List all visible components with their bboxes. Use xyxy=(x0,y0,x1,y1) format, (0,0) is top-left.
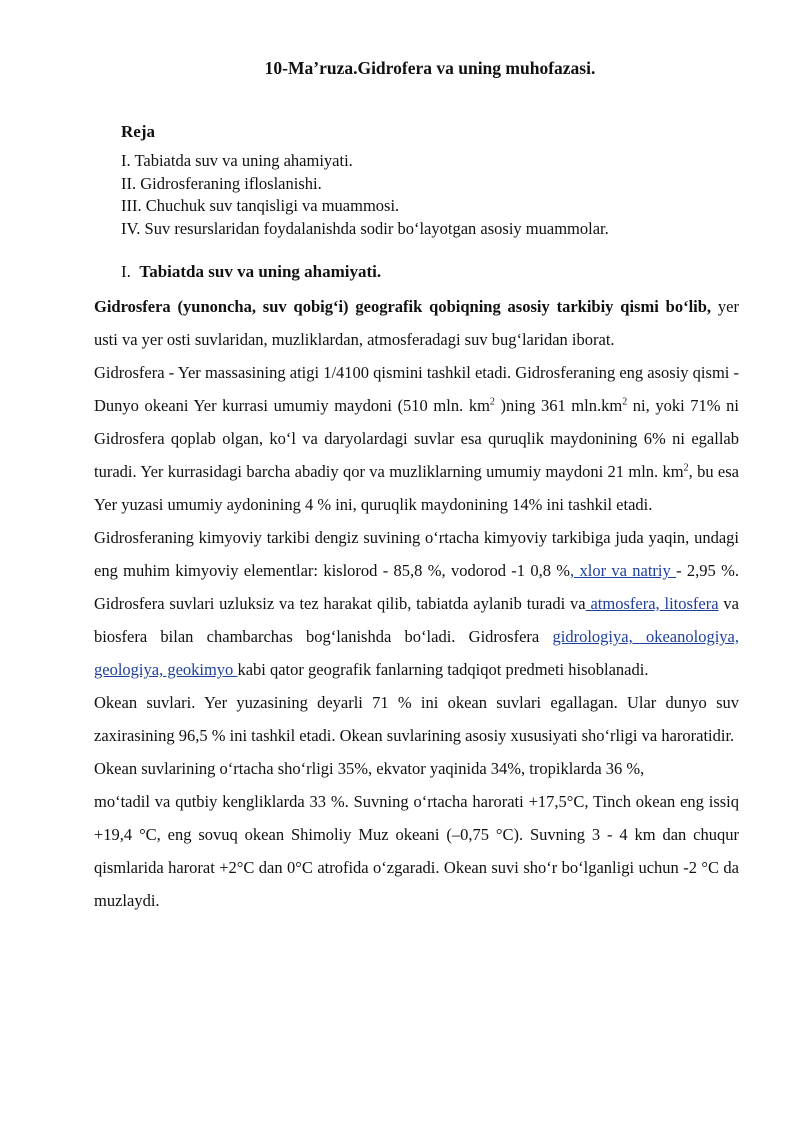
link-atmosfera-litosfera[interactable]: atmosfera, litosfera xyxy=(585,594,719,613)
paragraph-text: - 2,95 %. Gidrosfera suvlari uzluksiz va tez harakat qilib, tabiatda aylanib turadi va xyxy=(94,561,739,613)
plan-item: III. Chuchuk suv tanqisligi va muammosi. xyxy=(121,196,400,215)
paragraph-text: Gidrosferaning kimyoviy tarkibi dengiz suvining o‘rtacha kimyoviy tarkibiga juda yaqin, undagi eng muhim kimyoviy elementlar: kislorod - 85,8 %, vodorod -1 0,8 % xyxy=(94,528,739,580)
superscript: 2 xyxy=(622,396,628,408)
paragraph: Okean suvlarining o‘rtacha sho‘rligi 35%, ekvator yaqinida 34%, tropiklarda 36 %, xyxy=(94,759,645,778)
paragraph-text: , bu esa Yer yuzasi umumiy aydonining 4 % ini, quruqlik maydonining 14% ini tashkil etadi. xyxy=(94,462,739,514)
document-body xyxy=(94,290,739,917)
plan-heading: Reja xyxy=(121,122,155,141)
paragraph xyxy=(94,290,739,356)
plan-item: I. Tabiatda suv va uning ahamiyati. xyxy=(121,151,353,170)
paragraph-bold-lead: Gidrosfera (yunoncha, suv qobig‘i) geografik qobiqning asosiy tarkibiy qismi bo‘lib, xyxy=(94,297,712,316)
link-xlor-natriy[interactable]: , xlor va natriy xyxy=(570,561,677,580)
paragraph-text: yer usti va yer osti suvlaridan, muzliklardan, atmosferadagi suv bug‘laridan iborat. xyxy=(94,297,739,349)
paragraph-text: va biosfera bilan chambarchas bog‘lanishda bo‘ladi. Gidrosfera xyxy=(94,594,739,646)
superscript: 2 xyxy=(683,462,689,474)
link-geologiya-geokimyo[interactable]: geologiya, geokimyo xyxy=(94,660,238,679)
document-title: 10-Ma’ruza.Gidrofera va uning muhofazasi. xyxy=(264,58,596,78)
superscript: 2 xyxy=(489,396,495,408)
paragraph-text: )ning 361 mln.km xyxy=(494,396,623,415)
link-gidrologiya-okeanologiya[interactable]: gidrologiya, okeanologiya, xyxy=(552,627,739,646)
paragraph-text: Gidrosfera - Yer massasining atigi 1/4100 qismini tashkil etadi. Gidrosferaning eng asosiy qismi - Dunyo okeani Yer kurrasi umumiy maydoni (510 mln. km xyxy=(94,363,739,415)
paragraph xyxy=(94,521,739,686)
section-heading xyxy=(121,262,381,282)
section-title: Tabiatda suv va uning ahamiyati. xyxy=(139,262,382,281)
plan-section xyxy=(121,122,609,240)
paragraph xyxy=(94,356,739,521)
paragraph: mo‘tadil va qutbiy kengliklarda 33 %. Suvning o‘rtacha harorati +17,5°C, Tinch okean eng issiq +19,4 °C, eng sovuq okean Shimoliy Muz okeani (–0,75 °C). Suvning 3 - 4 km dan chuqur qismlarida harorat +2°C dan 0°C atrofida o‘zgaradi. Okean suvi sho‘r bo‘lganligi uchun -2 °C da muzlaydi. xyxy=(94,792,739,910)
section-number: I. xyxy=(121,262,131,281)
paragraph: Okean suvlari. Yer yuzasining deyarli 71 % ini okean suvlari egallagan. Ular dunyo suv zaxirasining 96,5 % ini tashkil etadi. Okean suvlarining asosiy xususiyati sho‘rligi va haroratidir. xyxy=(94,693,739,745)
paragraph-text: ni, yoki 71% ni Gidrosfera qoplab olgan, ko‘l va daryolardagi suvlar esa quruqlik maydonining 6% ni egallab turadi. Yer kurrasidagi barcha abadiy qor va muzliklarning umumiy maydoni 21 mln. km xyxy=(94,396,739,481)
plan-item: IV. Suv resurslaridan foydalanishda sodir bo‘layotgan asosiy muammolar. xyxy=(121,218,609,238)
plan-item: II. Gidrosferaning ifloslanishi. xyxy=(121,173,322,193)
paragraph-text: kabi qator geografik fanlarning tadqiqot predmeti hisoblanadi. xyxy=(237,660,649,679)
